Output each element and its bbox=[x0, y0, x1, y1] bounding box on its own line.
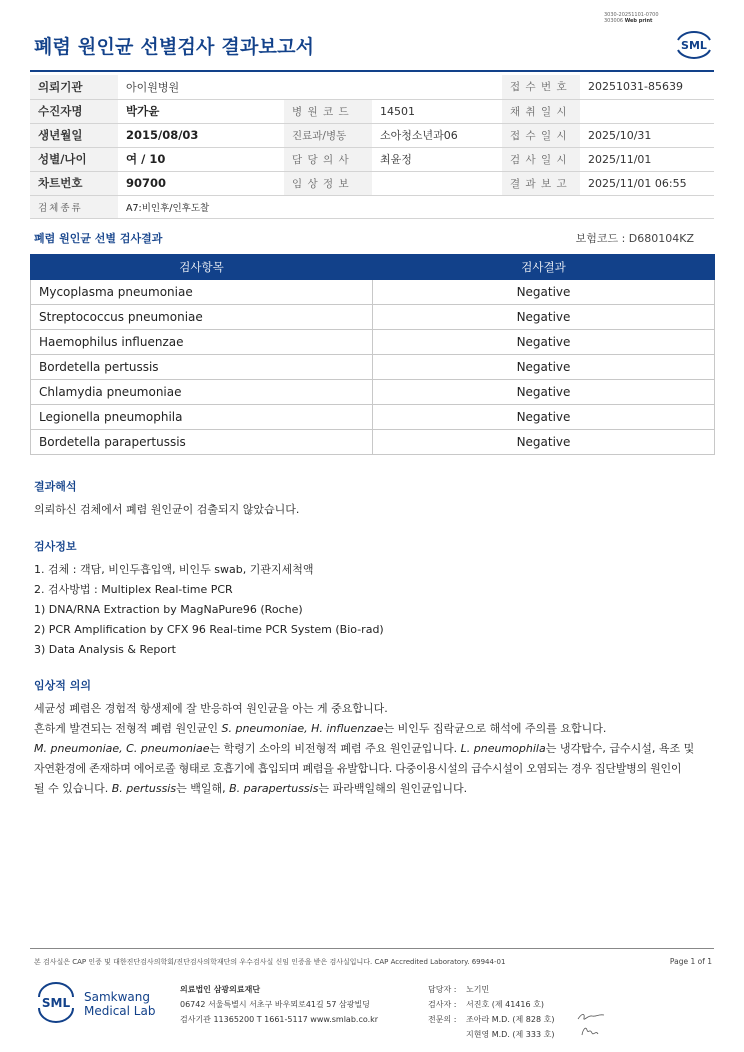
result-item: Chlamydia pneumoniae bbox=[31, 380, 373, 405]
label-specimen-type: 검체종류 bbox=[30, 195, 118, 218]
signature-image bbox=[576, 1010, 606, 1024]
col-header-item: 검사항목 bbox=[31, 255, 373, 280]
label-collection-date: 채 취 일 시 bbox=[502, 99, 580, 123]
interpretation-section bbox=[34, 478, 724, 520]
label-birth-date: 생년월일 bbox=[30, 123, 118, 147]
info-row bbox=[30, 75, 714, 99]
page-number: Page 1 of 1 bbox=[669, 957, 712, 966]
organism-name: L. pneumophila bbox=[460, 742, 546, 755]
clinical-line bbox=[34, 719, 724, 739]
organization-info bbox=[180, 982, 378, 1027]
staff-role: 담당자 : bbox=[428, 985, 457, 994]
result-value: Negative bbox=[373, 380, 715, 405]
value-department: 소아청소년과06 bbox=[372, 123, 502, 147]
print-code bbox=[604, 12, 659, 24]
staff-name: 지현영 M.D. (제 333 호) bbox=[466, 1030, 555, 1039]
test-info-section bbox=[34, 538, 724, 660]
value-test-date: 2025/11/01 bbox=[580, 147, 714, 171]
label-accession-no: 접 수 번 호 bbox=[502, 75, 580, 99]
value-physician: 최윤정 bbox=[372, 147, 502, 171]
clinical-text: 는 백일해, bbox=[176, 782, 230, 795]
print-code-line2: 303006 bbox=[604, 18, 624, 24]
clinical-section bbox=[34, 677, 724, 799]
organization-contact: 검사기관 11365200 T 1661-5117 www.smlab.co.kr bbox=[180, 1015, 379, 1024]
staff-list bbox=[428, 982, 554, 1042]
result-item: Bordetella parapertussis bbox=[31, 430, 373, 455]
result-section-title: 폐렴 원인균 선별 검사결과 bbox=[34, 232, 163, 245]
sml-footer-logo bbox=[36, 980, 76, 1024]
organization-name: 의료법인 삼광의료재단 bbox=[180, 985, 261, 994]
label-sex-age: 성별/나이 bbox=[30, 147, 118, 171]
title-divider bbox=[30, 70, 714, 72]
clinical-text: 는 냉각탑수, 급수시설, 욕조 및 bbox=[545, 742, 695, 755]
result-header-row bbox=[31, 255, 715, 280]
value-chart-no: 90700 bbox=[118, 171, 284, 195]
value-accession-no: 20251031-85639 bbox=[580, 75, 714, 99]
result-item: Bordetella pertussis bbox=[31, 355, 373, 380]
result-value: Negative bbox=[373, 405, 715, 430]
interpretation-heading: 결과해석 bbox=[34, 480, 77, 493]
staff-row bbox=[428, 1012, 554, 1027]
result-value: Negative bbox=[373, 280, 715, 305]
result-row bbox=[31, 280, 715, 305]
result-item: Mycoplasma pneumoniae bbox=[31, 280, 373, 305]
result-item: Legionella pneumophila bbox=[31, 405, 373, 430]
label-test-date: 검 사 일 시 bbox=[502, 147, 580, 171]
test-info-line: 2. 검사방법 : Multiplex Real-time PCR bbox=[34, 583, 233, 596]
print-code-line1: 3030-20251101-0700 bbox=[604, 12, 659, 18]
interpretation-text: 의뢰하신 검체에서 폐렴 원인균이 검출되지 않았습니다. bbox=[34, 503, 300, 516]
organism-name: M. pneumoniae, C. pneumoniae bbox=[34, 742, 210, 755]
staff-role bbox=[428, 1027, 466, 1042]
info-row bbox=[30, 171, 714, 195]
label-clinical-info: 임 상 정 보 bbox=[284, 171, 372, 195]
sml-logo bbox=[674, 26, 714, 62]
organism-name: B. pertussis bbox=[111, 782, 177, 795]
value-birth-date: 2015/08/03 bbox=[118, 123, 284, 147]
value-requesting-org: 아이원병원 bbox=[118, 75, 502, 99]
result-row bbox=[31, 405, 715, 430]
label-physician: 담 당 의 사 bbox=[284, 147, 372, 171]
info-row bbox=[30, 99, 714, 123]
value-patient-name: 박가윤 bbox=[118, 99, 284, 123]
organism-name: S. pneumoniae, H. influenzae bbox=[221, 722, 384, 735]
clinical-heading: 임상적 의의 bbox=[34, 679, 91, 692]
result-section-header bbox=[30, 228, 714, 248]
info-row bbox=[30, 147, 714, 171]
staff-role: 전문의 : bbox=[428, 1015, 457, 1024]
clinical-line: 자연환경에 존재하며 에어로졸 형태로 호흡기에 흡입되며 폐렴을 유발합니다. 다중이용시설의 급수시설이 오염되는 경우 집단발병의 원인이 bbox=[34, 762, 682, 775]
result-item: Haemophilus influenzae bbox=[31, 330, 373, 355]
staff-name: 서진호 (제 41416 호) bbox=[466, 1000, 544, 1009]
signature-image bbox=[578, 1024, 608, 1038]
insurance-code: 보험코드 : D680104KZ bbox=[575, 232, 694, 245]
result-value: Negative bbox=[373, 305, 715, 330]
result-row bbox=[31, 305, 715, 330]
staff-row bbox=[428, 997, 554, 1012]
result-row bbox=[31, 355, 715, 380]
staff-row bbox=[428, 982, 554, 997]
clinical-line: 세균성 폐렴은 경험적 항생제에 잘 반응하여 원인균을 아는 게 중요합니다. bbox=[34, 702, 388, 715]
clinical-text: 흔하게 발견되는 전형적 폐렴 원인균인 bbox=[34, 722, 222, 735]
report-title: 폐렴 원인균 선별검사 결과보고서 bbox=[34, 36, 315, 58]
clinical-text: 는 학령기 소아의 비전형적 폐렴 주요 원인균입니다. bbox=[209, 742, 461, 755]
label-department: 진료과/병동 bbox=[284, 123, 372, 147]
label-requesting-org: 의뢰기관 bbox=[30, 75, 118, 99]
patient-info-table bbox=[30, 75, 714, 219]
sml-footer-logo-text: SML bbox=[41, 996, 71, 1010]
brand-line1: Samkwang bbox=[84, 990, 150, 1004]
sml-logo-text: SML bbox=[681, 39, 707, 52]
result-row bbox=[31, 430, 715, 455]
test-info-line: 1. 검체 : 객담, 비인두흡입액, 비인두 swab, 기관지세척액 bbox=[34, 563, 314, 576]
value-report-date: 2025/11/01 06:55 bbox=[580, 171, 714, 195]
label-report-date: 결 과 보 고 bbox=[502, 171, 580, 195]
accreditation-note: 본 검사실은 CAP 인증 및 대한진단검사의학회/진단검사의학재단의 우수검사실 신임 인증을 받은 검사실입니다. CAP Accredited Laboratory. 69944-01 bbox=[34, 958, 506, 966]
staff-name: 조아라 M.D. (제 828 호) bbox=[466, 1015, 555, 1024]
value-specimen-type: A7:비인후/인후도찰 bbox=[118, 195, 714, 218]
clinical-text: 될 수 있습니다. bbox=[34, 782, 112, 795]
brand-name bbox=[84, 990, 155, 1018]
value-hospital-code: 14501 bbox=[372, 99, 502, 123]
value-clinical-info bbox=[372, 171, 502, 195]
result-row bbox=[31, 380, 715, 405]
result-table bbox=[30, 254, 715, 455]
value-received-date: 2025/10/31 bbox=[580, 123, 714, 147]
staff-role: 검사자 : bbox=[428, 1000, 457, 1009]
test-info-line: 3) Data Analysis & Report bbox=[34, 643, 176, 656]
test-info-line: 1) DNA/RNA Extraction by MagNaPure96 (Roche) bbox=[34, 603, 303, 616]
info-row bbox=[30, 123, 714, 147]
staff-row bbox=[428, 1027, 554, 1042]
clinical-text: 는 파라백일해의 원인균입니다. bbox=[318, 782, 468, 795]
brand-line2: Medical Lab bbox=[84, 1004, 156, 1018]
value-sex-age: 여 / 10 bbox=[118, 147, 284, 171]
test-info-heading: 검사정보 bbox=[34, 540, 77, 553]
organism-name: B. parapertussis bbox=[229, 782, 319, 795]
value-collection-date bbox=[580, 99, 714, 123]
result-value: Negative bbox=[373, 430, 715, 455]
col-header-result: 검사결과 bbox=[373, 255, 715, 280]
label-patient-name: 수진자명 bbox=[30, 99, 118, 123]
footer-divider bbox=[30, 948, 714, 949]
result-value: Negative bbox=[373, 330, 715, 355]
result-item: Streptococcus pneumoniae bbox=[31, 305, 373, 330]
web-print-label: Web print bbox=[624, 18, 653, 24]
clinical-line bbox=[34, 739, 724, 759]
label-received-date: 접 수 일 시 bbox=[502, 123, 580, 147]
clinical-text: 는 비인두 집락균으로 해석에 주의를 요합니다. bbox=[383, 722, 607, 735]
result-value: Negative bbox=[373, 355, 715, 380]
clinical-line bbox=[34, 779, 724, 799]
label-hospital-code: 병 원 코 드 bbox=[284, 99, 372, 123]
info-row bbox=[30, 195, 714, 218]
organization-address: 06742 서울특별시 서초구 바우뫼로41길 57 삼광빌딩 bbox=[180, 1000, 370, 1009]
label-chart-no: 차트번호 bbox=[30, 171, 118, 195]
test-info-line: 2) PCR Amplification by CFX 96 Real-time PCR System (Bio-rad) bbox=[34, 623, 384, 636]
staff-name: 노기민 bbox=[466, 985, 490, 994]
result-row bbox=[31, 330, 715, 355]
